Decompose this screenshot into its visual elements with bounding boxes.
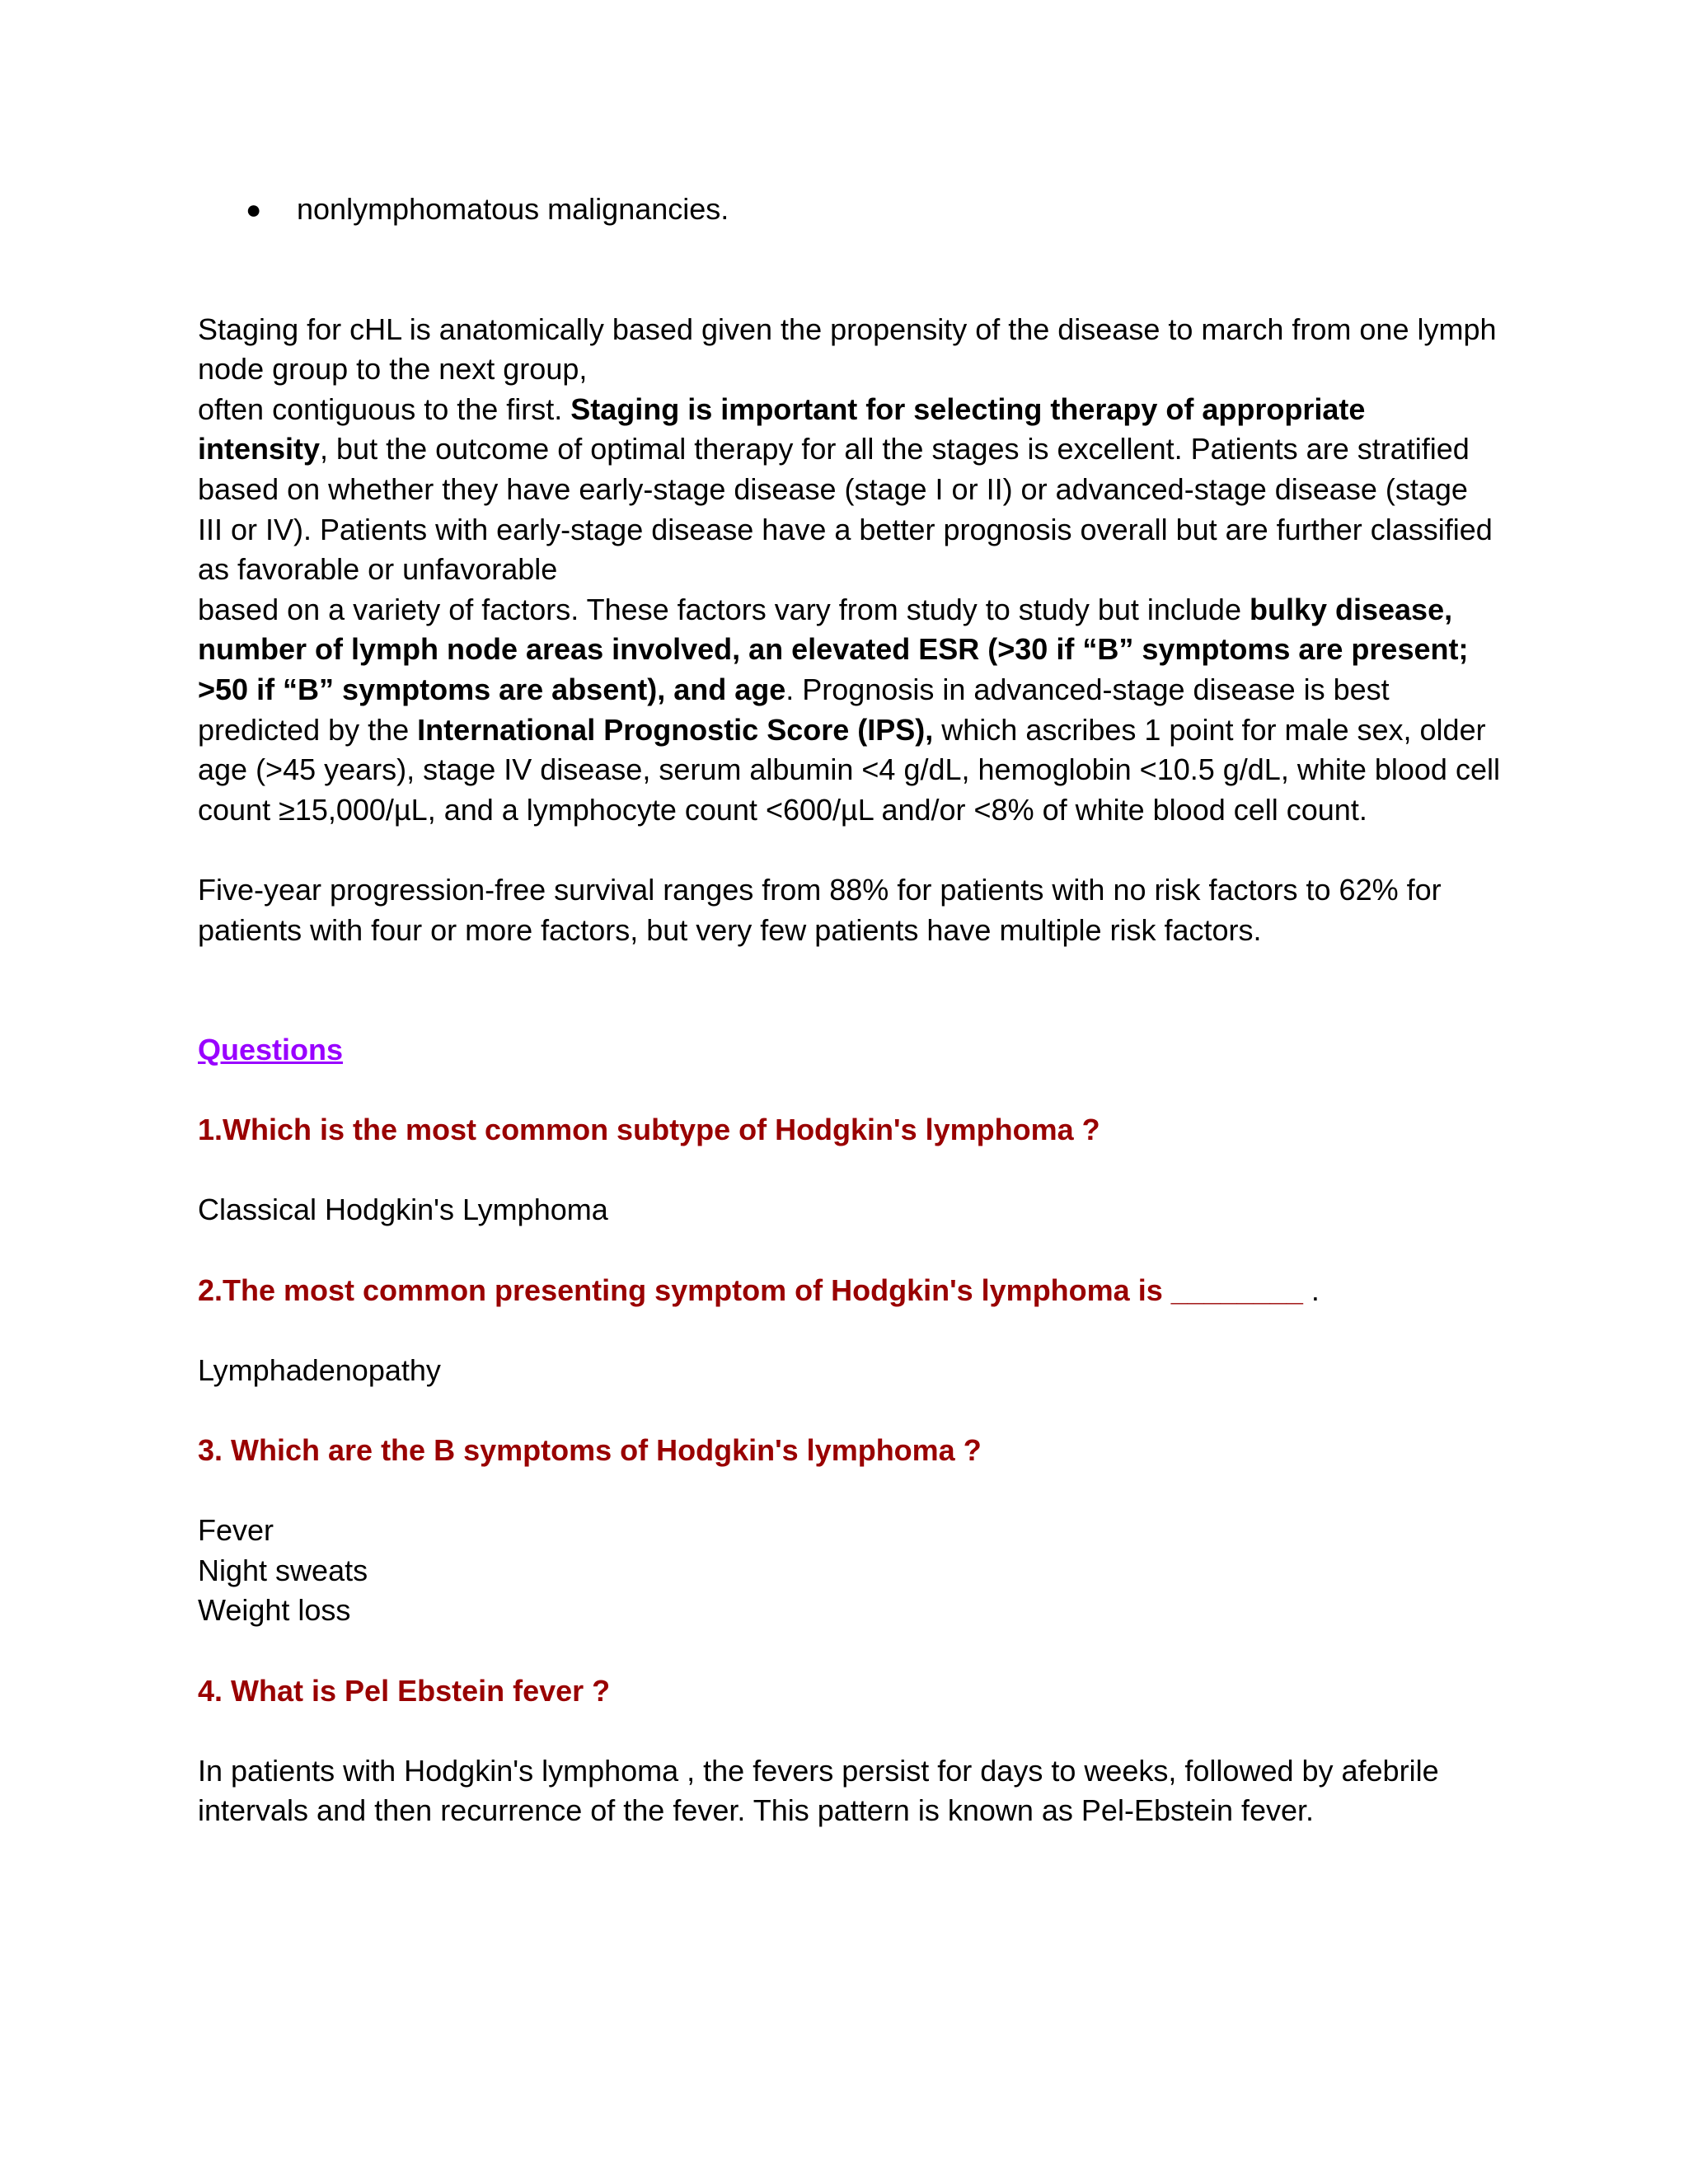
survival-paragraph: Five-year progression-free survival ranges from 88% for patients with no risk factors to 62% for patients with four or more factors, but very few patients have multiple risk factors. (198, 872, 1442, 947)
answer-3-line-3: Weight loss (198, 1593, 351, 1628)
question-4: 4. What is Pel Ebstein fever ? (198, 1673, 611, 1708)
bold-text: Staging is important for selecting therapy of appropriate intensity (198, 391, 1366, 466)
answer-3-line-2: Night sweats (198, 1553, 368, 1587)
list-item (198, 190, 1500, 230)
answer-2: Lymphadenopathy (198, 1352, 441, 1387)
question-3: 3. Which are the B symptoms of Hodgkin's lymphoma ? (198, 1433, 982, 1468)
staging-paragraph-1: Staging for cHL is anatomically based given the propensity of the disease to march from one lymph node group to the next group, often contiguous to the first. Staging is important for selecting therapy of appropriate intensity, but the outcome of optimal therapy for all the stages is excellent. Patients are stratified based on whether they have early-stage disease (stage I or II) or advanced-stage disease (stage III or IV). Patients with early-stage disease have a better prognosis overall but are further classified as favorable or unfavorable based on a variety of factors. These factors vary from study to study but include bulky disease, number of lymph node areas involved, an elevated ESR (>30 if “B” symptoms are present; >50 if “B” symptoms are absent), and age. Prognosis in advanced-stage disease is best predicted by the International Prognostic Score (IPS), which ascribes 1 point for male sex, older age (>45 years), stage IV disease, serum albumin <4 g/dL, hemoglobin <10.5 g/dL, white blood cell count ≥15,000/µL, and a lymphocyte count <600/µL and/or <8% of white blood cell count. (198, 312, 1500, 827)
questions-link[interactable]: Questions (198, 1033, 344, 1067)
answer-3-line-1: Fever (198, 1513, 274, 1548)
bullet-icon: ● (246, 194, 262, 224)
question-2: 2.The most common presenting symptom of Hodgkin's lymphoma is ________ . (198, 1272, 1320, 1307)
bold-text: bulky disease, number of lymph node areas involved, an elevated ESR (>30 if “B” symptoms are present; >50 if “B” symptoms are absent), and age (198, 592, 1469, 706)
question-1: 1.Which is the most common subtype of Hodgkin's lymphoma ? (198, 1113, 1100, 1147)
answer-4: In patients with Hodgkin's lymphoma , the fevers persist for days to weeks, followed by afebrile intervals and then recurrence of the fever. This pattern is known as Pel-Ebstein fever. (198, 1753, 1439, 1828)
bullet-list (198, 190, 1500, 230)
document-page (198, 190, 1500, 1831)
answer-1: Classical Hodgkin's Lymphoma (198, 1193, 608, 1227)
bold-text: International Prognostic Score (IPS), (417, 712, 934, 747)
list-item-text: nonlymphomatous malignancies. (297, 192, 729, 226)
